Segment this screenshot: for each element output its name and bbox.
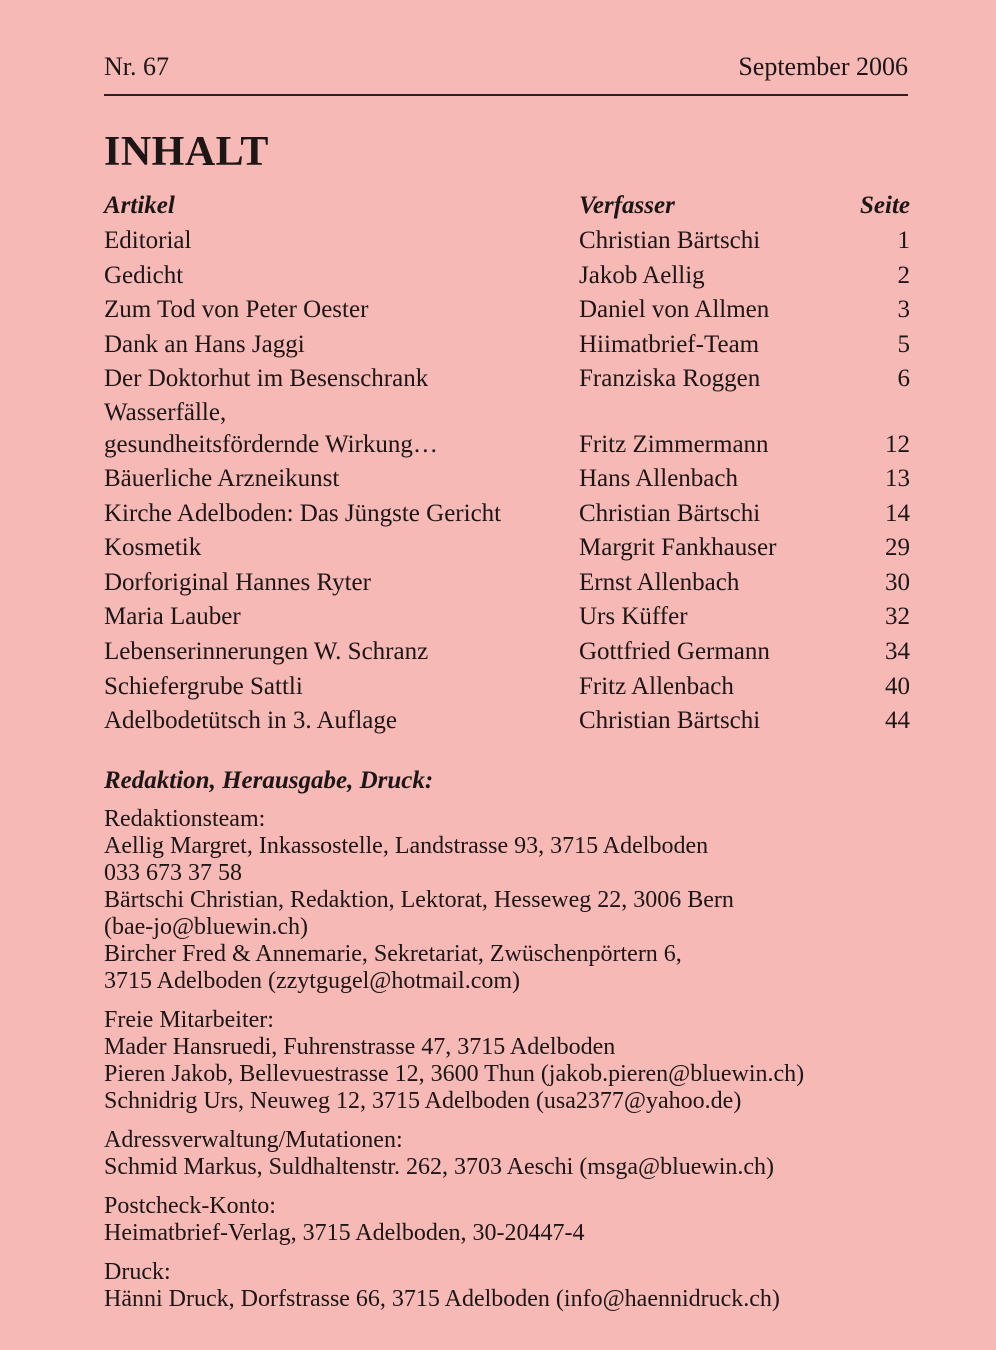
toc-page-number: 29 xyxy=(885,534,910,562)
impressum-label: Adressverwaltung/Mutationen: xyxy=(104,1127,403,1153)
toc-page-number: 44 xyxy=(885,707,910,735)
impressum-label: Postcheck-Konto: xyxy=(104,1193,276,1219)
toc-row xyxy=(104,704,910,739)
impressum-line: Bärtschi Christian, Redaktion, Lektorat, Hesseweg 22, 3006 Bern xyxy=(104,887,734,913)
toc-row xyxy=(104,635,910,670)
toc-author: Jakob Aellig xyxy=(579,261,705,289)
toc-row xyxy=(104,566,910,601)
toc-page-number: 2 xyxy=(897,261,910,289)
impressum-line: Hänni Druck, Dorfstrasse 66, 3715 Adelboden (info@haennidruck.ch) xyxy=(104,1286,780,1312)
toc-row xyxy=(104,497,910,532)
toc-author: Christian Bärtschi xyxy=(579,499,761,527)
toc-author: Hiimatbrief-Team xyxy=(579,330,760,358)
toc-article-title: Der Doktorhut im Besenschrank xyxy=(104,365,429,393)
impressum-line: Bircher Fred & Annemarie, Sekretariat, Zwüschenpörtern 6, xyxy=(104,941,682,967)
toc-page-number: 6 xyxy=(897,365,910,393)
column-header-article: Artikel xyxy=(104,192,175,219)
impressum-group-editorial-team xyxy=(104,806,934,995)
toc-article-title-line: Wasserfälle, xyxy=(104,398,227,426)
toc-author: Fritz Allenbach xyxy=(579,672,734,700)
toc-article-title: Editorial xyxy=(104,227,192,254)
toc-row xyxy=(104,397,910,462)
toc-page-number: 14 xyxy=(885,499,910,527)
toc-page-number: 34 xyxy=(885,637,910,665)
toc-article-title: Kirche Adelboden: Das Jüngste Gericht xyxy=(104,499,502,527)
toc-page-number: 1 xyxy=(897,227,910,254)
impressum-label: Freie Mitarbeiter: xyxy=(104,1007,274,1033)
impressum-line: Heimatbrief-Verlag, 3715 Adelboden, 30-20447-4 xyxy=(104,1220,585,1246)
table-of-contents xyxy=(104,188,910,739)
toc-row xyxy=(104,362,910,397)
toc-author: Daniel von Allmen xyxy=(579,296,770,324)
toc-article-title: Bäuerliche Arzneikunst xyxy=(104,464,340,492)
page-header xyxy=(104,50,908,96)
impressum xyxy=(104,764,934,1325)
column-header-author: Verfasser xyxy=(579,192,675,219)
issue-date: September 2006 xyxy=(738,52,908,81)
toc-article-title: Schiefergrube Sattli xyxy=(104,672,303,700)
toc-row xyxy=(104,670,910,705)
toc-author: Franziska Roggen xyxy=(579,365,761,393)
toc-article-title xyxy=(104,397,574,461)
toc-author: Christian Bärtschi xyxy=(579,707,761,735)
toc-article-title: Adelbodetütsch in 3. Auflage xyxy=(104,707,397,735)
toc-author: Fritz Zimmermann xyxy=(579,430,769,458)
toc-row xyxy=(104,293,910,328)
toc-author: Hans Allenbach xyxy=(579,464,738,492)
impressum-line: Mader Hansruedi, Fuhrenstrasse 47, 3715 Adelboden xyxy=(104,1034,616,1060)
impressum-line: Schnidrig Urs, Neuweg 12, 3715 Adelboden (usa2377@yahoo.de) xyxy=(104,1088,742,1114)
toc-author: Christian Bärtschi xyxy=(579,227,761,254)
impressum-group-address-management xyxy=(104,1127,934,1181)
impressum-group-postal-account xyxy=(104,1193,934,1247)
toc-page-number: 30 xyxy=(885,568,910,596)
impressum-label: Redaktionsteam: xyxy=(104,806,266,832)
impressum-line: 3715 Adelboden (zzytgugel@hotmail.com) xyxy=(104,968,521,994)
toc-row xyxy=(104,224,910,259)
toc-row xyxy=(104,259,910,294)
toc-page-number: 40 xyxy=(885,672,910,700)
impressum-group-printing xyxy=(104,1259,934,1313)
toc-author: Urs Küffer xyxy=(579,603,688,631)
toc-article-title: Dorforiginal Hannes Ryter xyxy=(104,568,371,596)
toc-row xyxy=(104,600,910,635)
toc-article-title-line: gesundheitsfördernde Wirkung… xyxy=(104,430,438,458)
toc-page-number: 5 xyxy=(897,330,910,358)
toc-header-row xyxy=(104,188,910,224)
toc-page-number: 13 xyxy=(885,464,910,492)
toc-row xyxy=(104,328,910,363)
toc-row xyxy=(104,462,910,497)
toc-article-title: Kosmetik xyxy=(104,534,202,562)
toc-author: Ernst Allenbach xyxy=(579,568,740,596)
impressum-line: 033 673 37 58 xyxy=(104,860,242,886)
toc-article-title: Gedicht xyxy=(104,261,184,289)
impressum-heading: Redaktion, Herausgabe, Druck: xyxy=(104,767,434,794)
toc-row xyxy=(104,531,910,566)
toc-author: Gottfried Germann xyxy=(579,637,770,665)
toc-article-title: Zum Tod von Peter Oester xyxy=(104,296,369,324)
impressum-line: Schmid Markus, Suldhaltenstr. 262, 3703 Aeschi (msga@bluewin.ch) xyxy=(104,1154,775,1180)
issue-number: Nr. 67 xyxy=(104,52,169,81)
impressum-label: Druck: xyxy=(104,1259,171,1285)
impressum-line: Aellig Margret, Inkassostelle, Landstrasse 93, 3715 Adelboden xyxy=(104,833,709,859)
toc-page-number: 3 xyxy=(897,296,910,324)
toc-page-number: 12 xyxy=(885,430,910,458)
impressum-line: (bae-jo@bluewin.ch) xyxy=(104,914,309,940)
impressum-line: Pieren Jakob, Bellevuestrasse 12, 3600 Thun (jakob.pieren@bluewin.ch) xyxy=(104,1061,805,1087)
toc-author: Margrit Fankhauser xyxy=(579,534,777,562)
page-title: INHALT xyxy=(104,129,269,175)
toc-page-number: 32 xyxy=(885,603,910,631)
toc-article-title: Dank an Hans Jaggi xyxy=(104,330,305,358)
toc-article-title: Maria Lauber xyxy=(104,603,241,631)
column-header-page: Seite xyxy=(860,192,910,219)
toc-article-title: Lebenserinnerungen W. Schranz xyxy=(104,637,429,665)
impressum-group-contributors xyxy=(104,1007,934,1115)
